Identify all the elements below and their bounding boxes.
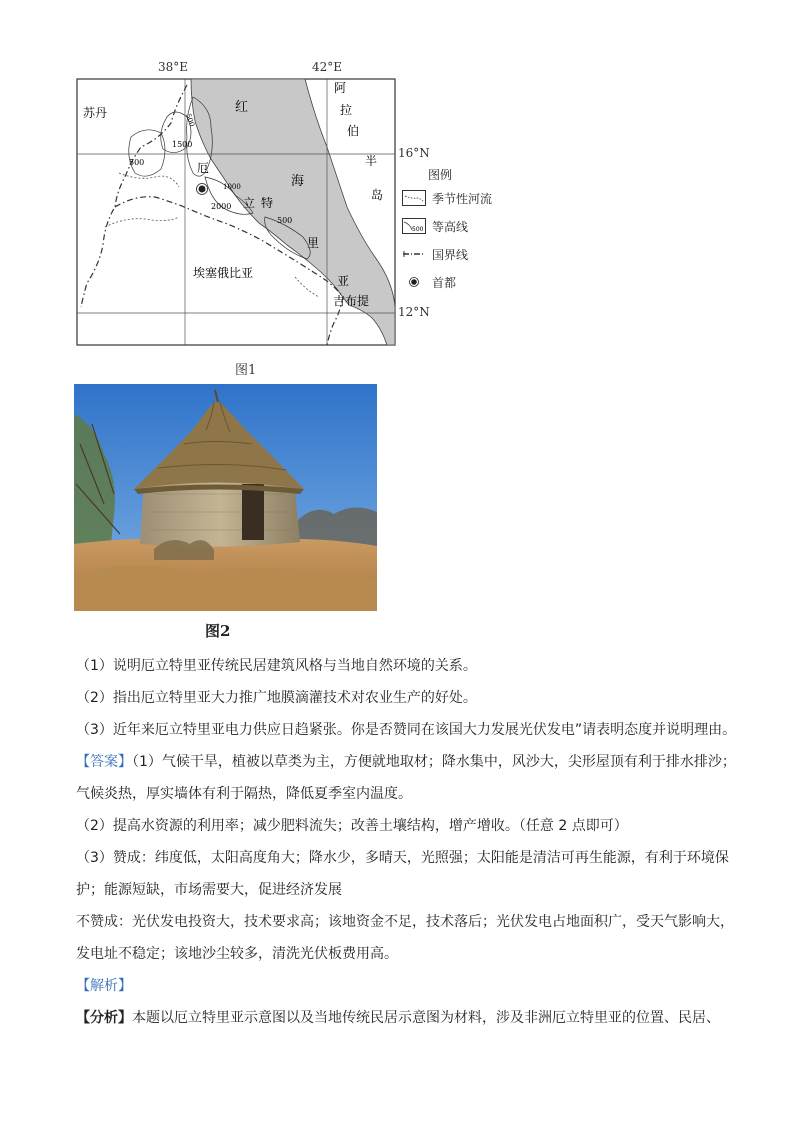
- question-3: （3）近年来厄立特里亚电力供应日趋紧张。你是否赞同在该国大力发展光伏发电”请表明态度并说明理由。: [76, 722, 737, 738]
- lon-label-42e: 42°E: [312, 60, 343, 74]
- answer-text: （1）气候干旱，植被以草类为主，方便就地取材；降水集中，风沙大，尖形屋顶有利于排水排沙；: [132, 754, 736, 770]
- label-djibouti: 吉布提: [333, 294, 370, 308]
- label-eritrea: 里: [307, 236, 320, 250]
- contour-label: 1500: [172, 140, 193, 149]
- figure1-map: [75, 77, 397, 347]
- question-1: （1）说明厄立特里亚传统民居建筑风格与当地自然环境的关系。: [76, 658, 477, 674]
- label-red-sea-2: 海: [291, 174, 305, 189]
- legend-label: 首都: [432, 275, 457, 290]
- label-ethiopia: 埃塞俄比亚: [193, 266, 254, 280]
- label-arabia: 半: [365, 154, 378, 168]
- legend-item-contour: [402, 212, 542, 240]
- capital-marker: [199, 186, 206, 193]
- legend-title: 图例: [428, 168, 453, 182]
- border-icon: [402, 246, 426, 262]
- answer-line-6: 不赞成：光伏发电投资大，技术要求高；该地资金不足，技术落后；光伏发电占地面积广，受天气影响大，: [76, 914, 734, 930]
- label-arabia: 阿: [334, 81, 347, 95]
- label-eritrea: 亚: [337, 274, 350, 288]
- contour-label: 2000: [211, 202, 232, 211]
- label-arabia: 岛: [371, 188, 384, 202]
- answer-line-4: （3）赞成：纬度低，太阳高度角大；降水少，多晴天，光照强；太阳能是清洁可再生能源，有利于环境保: [76, 850, 729, 866]
- legend-label: 国界线: [432, 247, 469, 262]
- figure2-photo: [74, 384, 377, 611]
- contour-icon: [402, 218, 426, 234]
- answer-line-7: 发电址不稳定；该地沙尘较多，清洗光伏板费用高。: [76, 946, 398, 962]
- answer-line-2: 气候炎热，厚实墙体有利于隔热，降低夏季室内温度。: [76, 786, 412, 802]
- label-arabia: 伯: [347, 124, 360, 138]
- map-legend: [402, 166, 542, 296]
- svg-text:500: 500: [412, 226, 424, 233]
- hut-photo-illustration: [74, 384, 377, 611]
- legend-item-capital: [402, 268, 542, 296]
- answer-tag: 【答案】: [76, 754, 132, 770]
- lat-label-16n: 16°N: [398, 146, 430, 160]
- figure2-caption: 图2: [205, 622, 231, 640]
- contour-label: 500: [129, 158, 145, 167]
- legend-item-seasonal-river: [402, 184, 542, 212]
- answer-line-5: 护；能源短缺，市场需要大，促进经济发展: [76, 882, 342, 898]
- analysis-tag: 【解析】: [76, 978, 132, 994]
- seasonal-river-icon: [402, 190, 426, 206]
- question-2: （2）指出厄立特里亚大力推广地膜滴灌技术对农业生产的好处。: [76, 690, 477, 706]
- legend-item-border: [402, 240, 542, 268]
- label-eritrea: 厄: [197, 161, 210, 175]
- legend-label: 等高线: [432, 219, 469, 234]
- answer-line-3: （2）提高水资源的利用率；减少肥料流失；改善土壤结构，增产增收。（任意 2 点即可）: [76, 818, 628, 834]
- analysis-text: 本题以厄立特里亚示意图以及当地传统民居示意图为材料，涉及非洲厄立特里亚的位置、民居、: [132, 1010, 720, 1026]
- map-svg: [75, 77, 397, 347]
- label-arabia: 拉: [340, 103, 353, 117]
- analysis-fenxi-tag: 【分析】: [76, 1010, 132, 1026]
- contour-label: 500: [277, 216, 293, 225]
- capital-icon: [402, 274, 426, 290]
- contour-label: 1000: [223, 183, 241, 191]
- lat-label-12n: 12°N: [398, 305, 430, 319]
- contour-label: 500: [183, 112, 197, 128]
- legend-label: 季节性河流: [432, 191, 493, 206]
- figure1-caption: 图1: [235, 363, 257, 378]
- answer-line-1: [76, 753, 736, 771]
- label-sudan: 苏丹: [83, 106, 108, 120]
- label-eritrea: 立: [243, 196, 256, 210]
- label-eritrea: 特: [261, 196, 274, 210]
- lon-label-38e: 38°E: [158, 60, 189, 74]
- analysis-line: [76, 1009, 720, 1027]
- label-red-sea-1: 红: [235, 100, 249, 115]
